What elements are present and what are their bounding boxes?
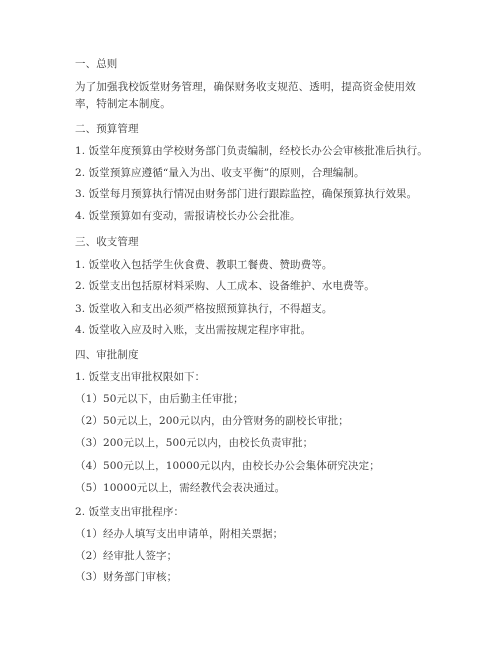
budget-item-2: 2. 饭堂预算应遵循“量入为出、收支平衡”的原则，合理编制。 [75,167,365,179]
approval-subitem-3: （3）200元以上，500元以内，由校长负责审批； [75,437,314,449]
intro-paragraph: 为了加强我校饭堂财务管理，确保财务收支规范、透明，提高资金使用效率，特制定本制度。 [75,81,416,110]
section-heading-general: 一、总则 [75,58,118,70]
budget-item-3: 3. 饭堂每月预算执行情况由财务部门进行跟踪监控，确保预算执行效果。 [75,188,418,200]
procedure-subitem-1: （1）经办人填写支出申请单，附相关票据； [75,528,284,540]
income-expense-item-2: 2. 饭堂支出包括原材料采购、人工成本、设备维护、水电费等。 [75,280,375,292]
section-heading-approval: 四、审批制度 [75,349,139,361]
section-heading-income-expense: 三、收支管理 [75,236,139,248]
approval-subitem-2: （2）50元以上，200元以内，由分管财务的副校长审批； [75,415,349,427]
approval-item-2: 2. 饭堂支出审批程序： [75,506,185,518]
approval-subitem-1: （1）50元以下，由后勤主任审批； [75,393,244,405]
income-expense-item-4: 4. 饭堂收入应及时入账，支出需按规定程序审批。 [75,324,312,336]
approval-item-1: 1. 饭堂支出审批权限如下： [75,371,206,383]
income-expense-item-3: 3. 饭堂收入和支出必须严格按照预算执行，不得超支。 [75,303,333,315]
income-expense-item-1: 1. 饭堂收入包括学生伙食费、教职工餐费、赞助费等。 [75,259,333,271]
procedure-subitem-3: （3）财务部门审核； [75,571,178,583]
approval-subitem-4: （4）500元以上，10000元以内，由校长办公会集体研究决定； [75,460,380,472]
budget-item-1: 1. 饭堂年度预算由学校财务部门负责编制，经校长办公会审核批准后执行。 [75,145,428,157]
procedure-subitem-2: （2）经审批人签字； [75,550,178,562]
section-heading-budget: 二、预算管理 [75,123,139,135]
approval-subitem-5: （5）10000元以上，需经教代会表决通过。 [75,482,286,494]
budget-item-4: 4. 饭堂预算如有变动，需报请校长办公会批准。 [75,210,301,222]
